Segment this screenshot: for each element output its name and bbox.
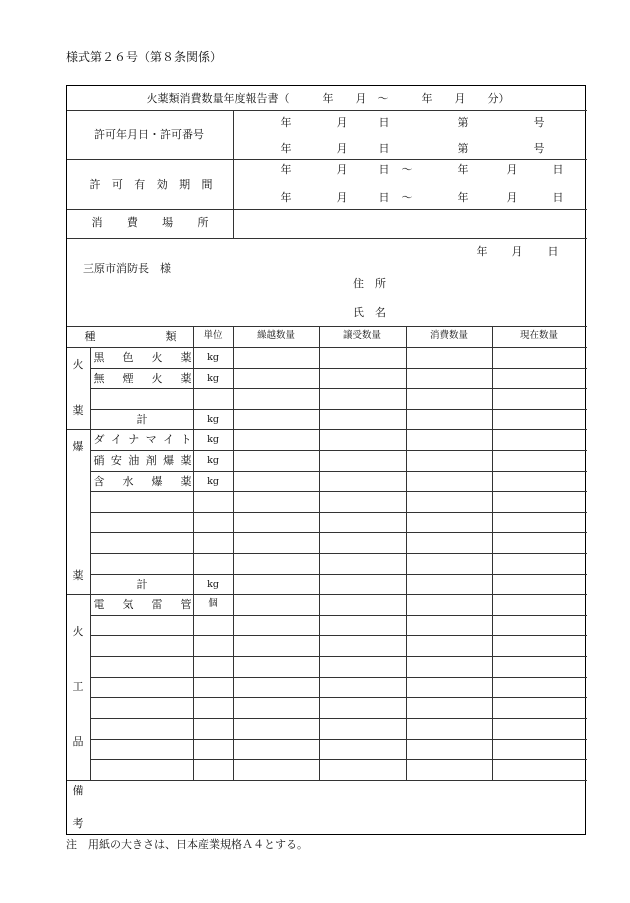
row-name-char: 薬 [180, 474, 192, 488]
row-divider [90, 388, 587, 389]
kind-header-char: 類 [165, 330, 177, 343]
validity-date-unit: 年 [457, 191, 469, 204]
category-label-char: 工 [72, 680, 84, 694]
row-name-char: 管 [180, 598, 192, 612]
category-label-char: 火 [72, 625, 84, 639]
row-divider [90, 450, 587, 451]
row-unit: kg [207, 455, 219, 466]
row-name-char: 水 [122, 474, 134, 488]
row-divider [90, 368, 587, 369]
row-name-char: 硝 [93, 454, 105, 467]
permit-date-unit: 第 [457, 142, 469, 155]
row-name-char: ダ [93, 433, 105, 447]
category-col-divider [90, 347, 91, 780]
row-name-char: 薬 [180, 371, 192, 385]
row-name-char: 安 [110, 454, 122, 467]
row-divider [90, 677, 587, 678]
validity-date-unit: ～ [401, 191, 413, 204]
validity-label-char: 効 [156, 178, 168, 191]
carryover-header: 繰越数量 [256, 330, 296, 341]
row-name-char: 薬 [180, 454, 192, 467]
row-divider [90, 697, 587, 698]
remarks-label-char: 考 [72, 817, 84, 830]
row-name: 計 [136, 577, 148, 591]
permit-date-unit: 日 [378, 142, 390, 155]
place-label-char: 消 [91, 216, 103, 229]
validity-date-unit: 月 [506, 191, 518, 204]
category-label-char: 品 [72, 735, 84, 748]
row-name-char: イ [110, 433, 122, 447]
row-name-char: 無 [93, 371, 105, 385]
report-date-unit: 日 [547, 245, 559, 258]
row-divider [90, 635, 587, 636]
row-divider [90, 512, 587, 513]
row-name-char: 含 [93, 474, 105, 488]
category-label-char: 薬 [72, 569, 84, 583]
validity-date-unit: 日 [552, 191, 564, 204]
current-header: 現在数量 [519, 330, 559, 341]
permit-date-unit: 年 [280, 142, 292, 155]
validity-label-char: 間 [201, 178, 213, 191]
consumed-header: 消費数量 [429, 330, 469, 341]
validity-date-unit: 日 [378, 163, 390, 176]
row-divider [90, 471, 587, 472]
row-divider [90, 656, 587, 657]
row-name-char: 爆 [163, 454, 175, 467]
address-divider [67, 326, 587, 327]
remarks-label-char: 備 [72, 784, 84, 797]
validity-label-char: 可 [111, 178, 123, 191]
validity-date-unit: 月 [336, 191, 348, 204]
row-name-char: ト [180, 433, 192, 447]
permit-date-unit: 日 [378, 116, 390, 129]
transfer-header: 譲受数量 [342, 330, 382, 341]
name-label: 氏 名 [353, 306, 386, 319]
report-form [66, 85, 586, 835]
footnote: 注 用紙の大きさは、日本産業規格Ａ４とする。 [66, 838, 308, 851]
validity-label-char: 期 [179, 178, 191, 191]
row-name-char: 気 [122, 598, 134, 612]
row-unit: 個 [208, 598, 218, 610]
row-unit: kg [207, 372, 219, 384]
validity-date-unit: 月 [336, 163, 348, 176]
row-name-char: 火 [151, 351, 163, 364]
unit-header: 単位 [203, 330, 223, 341]
address-label: 住 所 [353, 277, 386, 290]
row-unit: kg [207, 475, 219, 487]
row-divider [90, 739, 587, 740]
row-name-char: 油 [128, 454, 140, 467]
permit-date-unit: 号 [533, 116, 545, 129]
label-col-divider [233, 110, 234, 238]
row-name: 計 [136, 412, 148, 426]
row-divider [90, 532, 587, 533]
row-divider [90, 759, 587, 760]
row-divider [90, 491, 587, 492]
kind-header-char: 種 [84, 330, 96, 343]
validity-label-char: 有 [134, 178, 146, 191]
category-label-char: 火 [72, 358, 84, 371]
place-label-char: 所 [197, 216, 209, 229]
row-name-char: 電 [93, 598, 105, 612]
row-unit: kg [207, 434, 219, 446]
row-name-char: 火 [151, 371, 163, 385]
category-divider [67, 594, 587, 595]
recipient: 三原市消防長 様 [83, 262, 171, 275]
validity-date-unit: 年 [457, 163, 469, 176]
row-unit: kg [207, 413, 219, 425]
validity-date-unit: 年 [280, 191, 292, 204]
remarks-divider [67, 780, 587, 781]
row-divider [90, 553, 587, 554]
row-name-char: 薬 [180, 351, 192, 364]
row-divider [90, 718, 587, 719]
permit-date-unit: 第 [457, 116, 469, 129]
form-number: 様式第２６号（第８条関係） [66, 50, 223, 64]
permit-divider [67, 159, 587, 160]
report-title: 火薬類消費数量年度報告書（ 年 月 ～ 年 月 分） [146, 92, 510, 105]
row-name-char: 煙 [122, 371, 134, 385]
permit-label: 許可年月日・許可番号 [94, 128, 204, 141]
category-label-char: 爆 [72, 440, 84, 454]
row-name-char: 黒 [93, 351, 105, 364]
place-label-char: 場 [162, 216, 174, 229]
header-divider [67, 347, 587, 348]
validity-date-unit: ～ [401, 163, 413, 176]
row-divider [90, 409, 587, 410]
row-name-char: ナ [128, 433, 140, 447]
row-name-char: 剤 [145, 454, 157, 467]
validity-date-unit: 日 [552, 163, 564, 176]
place-label-char: 費 [126, 216, 138, 229]
row-unit: kg [207, 352, 219, 363]
permit-date-unit: 号 [533, 142, 545, 155]
row-name-char: マ [145, 433, 157, 447]
validity-label-char: 許 [89, 178, 101, 191]
validity-date-unit: 年 [280, 163, 292, 176]
category-divider [67, 429, 587, 430]
report-date-unit: 月 [511, 245, 523, 258]
category-label-char: 薬 [72, 404, 84, 418]
permit-date-unit: 年 [280, 116, 292, 129]
place-divider [67, 238, 587, 239]
row-name-char: 雷 [151, 598, 163, 612]
validity-date-unit: 月 [506, 163, 518, 176]
row-name-char: 爆 [151, 474, 163, 488]
report-date-unit: 年 [476, 245, 488, 258]
row-name-char: イ [163, 433, 175, 447]
row-unit: kg [207, 578, 219, 590]
permit-date-unit: 月 [336, 116, 348, 129]
validity-divider [67, 209, 587, 210]
row-divider [90, 574, 587, 575]
permit-date-unit: 月 [336, 142, 348, 155]
row-divider [90, 615, 587, 616]
validity-date-unit: 日 [378, 191, 390, 204]
title-divider [67, 110, 587, 111]
row-name-char: 色 [122, 351, 134, 364]
